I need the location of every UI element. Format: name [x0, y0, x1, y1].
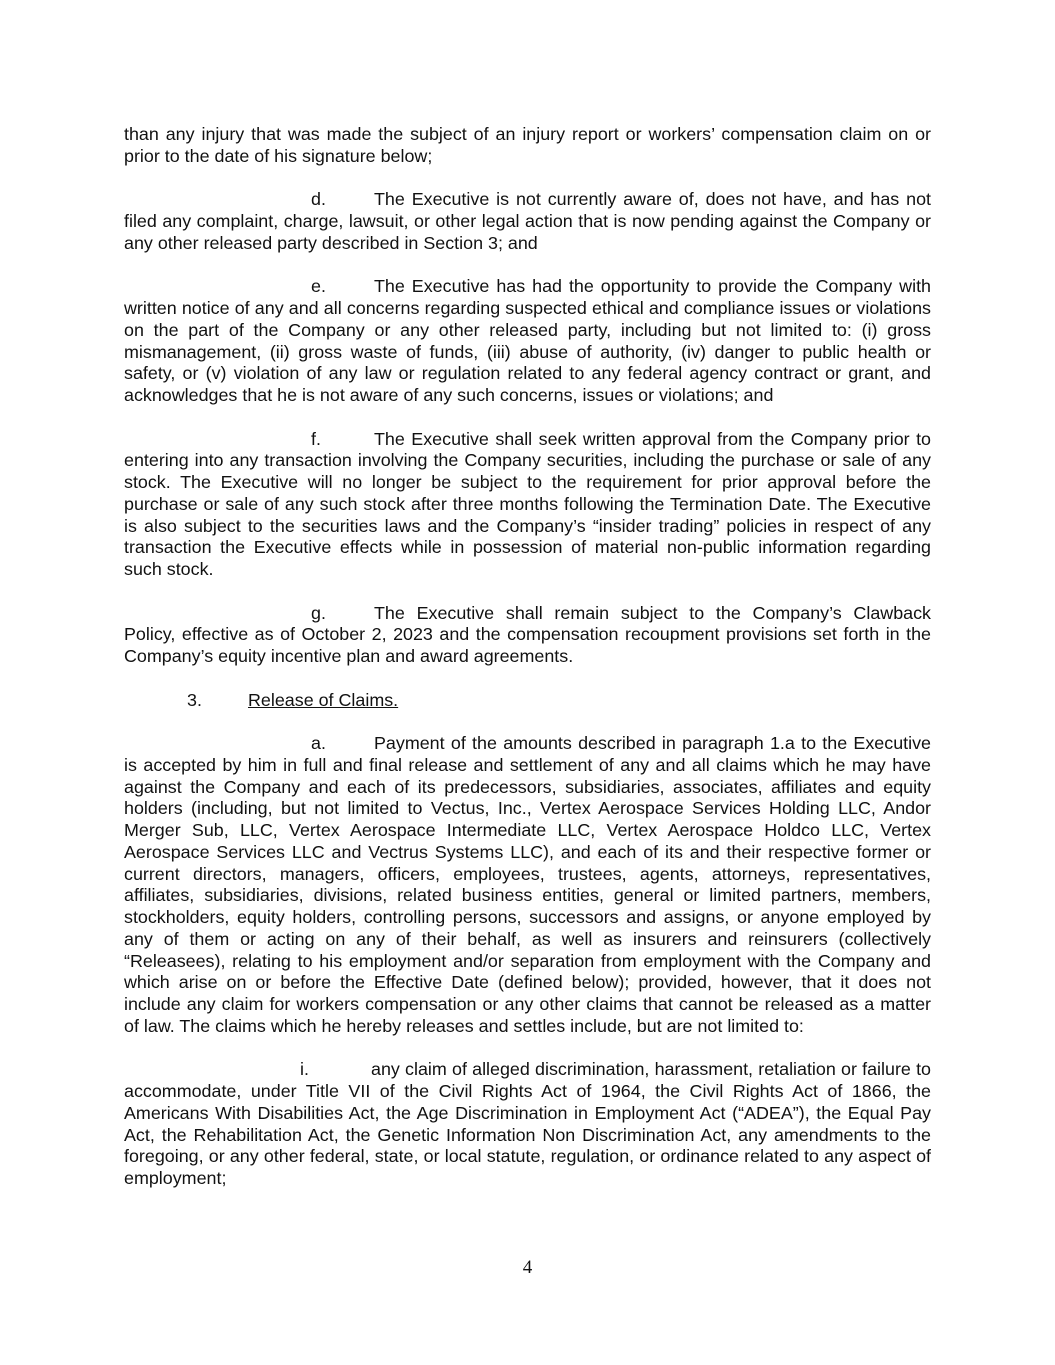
section-number: 3.: [187, 689, 202, 710]
spacer: [124, 581, 931, 603]
document-page: [124, 124, 931, 1190]
item-text: The Executive shall remain subject to the Company’s Clawback Policy, effective as of October 2, 2023 and the compensation recoupment provisions set forth in the Company’s equity incentive plan and award agreements.: [124, 602, 931, 666]
sub-item-i: [124, 1059, 931, 1190]
spacer: [124, 255, 931, 277]
item-marker: a.: [311, 733, 326, 753]
section-item-a: [124, 733, 931, 1038]
spacer: [124, 668, 931, 690]
item-text: The Executive is not currently aware of, does not have, and has not filed any complaint, charge, lawsuit, or other legal action that is now pending against the Company or any other released party described in Section 3; and: [124, 189, 931, 253]
item-d: [124, 189, 931, 254]
item-marker: e.: [311, 276, 326, 297]
spacer: [124, 407, 931, 429]
item-marker: i.: [300, 1059, 309, 1080]
item-g: [124, 603, 931, 668]
item-f: [124, 429, 931, 581]
section-title: Release of Claims.: [248, 689, 399, 710]
item-text: The Executive shall seek written approval from the Company prior to entering into any transaction involving the Company securities, including the purchase or sale of any stock. The Executive will no longer be subject to the requirement for prior approval before the purchase or sale of any such stock after three months following the Termination Date. The Executive is also subject to the securities laws and the Company’s “insider trading” policies in respect of any transaction the Executive effects while in possession of material non-public information regarding such stock.: [124, 428, 931, 579]
section-heading: [124, 690, 931, 712]
item-text: The Executive has had the opportunity to provide the Company with written notice of any and all concerns regarding suspected ethical and compliance issues or violations on the part of the Company or any other released party, including but not limited to: (i) gross mismanagement, (ii) gross waste of funds, (iii) abuse of authority, (iv) danger to public health or safety, or (v) violation of any law or regulation related to any federal agency contract or grant, and acknowledges that he is not aware of any such concerns, issues or violations; and: [124, 276, 931, 405]
item-e: [124, 276, 931, 407]
item-marker: g.: [311, 602, 326, 623]
intro-paragraph: than any injury that was made the subject of an injury report or workers’ compensation claim on or prior to the date of his signature below;: [124, 124, 931, 166]
item-marker: d.: [311, 189, 326, 210]
item-marker: f.: [311, 428, 321, 449]
spacer: [124, 168, 931, 190]
spacer: [124, 711, 931, 733]
page-number: 4: [522, 1257, 533, 1278]
spacer: [124, 1038, 931, 1060]
item-text: any claim of alleged discrimination, harassment, retaliation or failure to accommodate, under Title VII of the Civil Rights Act of 1964, the Civil Rights Act of 1866, the Americans With Disabilities Act, the Age Discrimination in Employment Act (“ADEA”), the Equal Pay Act, the Rehabilitation Act, the Genetic Information Non Discrimination Act, any amendments to the foregoing, or any other federal, state, or local statute, regulation, or ordinance related to any aspect of employment;: [124, 1059, 931, 1188]
item-text: Payment of the amounts described in paragraph 1.a to the Executive is accepted by him in full and final release and settlement of any and all claims which he may have against the Company and each of its predecessors, subsidiaries, associates, affiliates and equity holders (including, but not limited to Vectus, Inc., Vertex Aerospace Services Holding LLC, Andor Merger Sub, LLC, Vertex Aerospace Intermediate LLC, Vertex Aerospace Holdco LLC, Vertex Aerospace Services LLC and Vectrus Systems LLC), and each of its and their respective former or current directors, managers, officers, employees, trustees, agents, attorneys, representatives, affiliates, subsidiaries, divisions, related business entities, general or limited partners, members, stockholders, equity holders, controlling persons, successors and assigns, or anyone employed by any of them or acting on any of their behalf, as well as insurers and reinsurers (collectively “Releasees), relating to his employment and/or separation from employment with the Company and which arise on or before the Effective Date (defined below); provided, however, that it does not include any claim for workers compensation or any other claims that cannot be released as a matter of law. The claims which he hereby releases and settles include, but are not limited to:: [124, 733, 931, 1036]
